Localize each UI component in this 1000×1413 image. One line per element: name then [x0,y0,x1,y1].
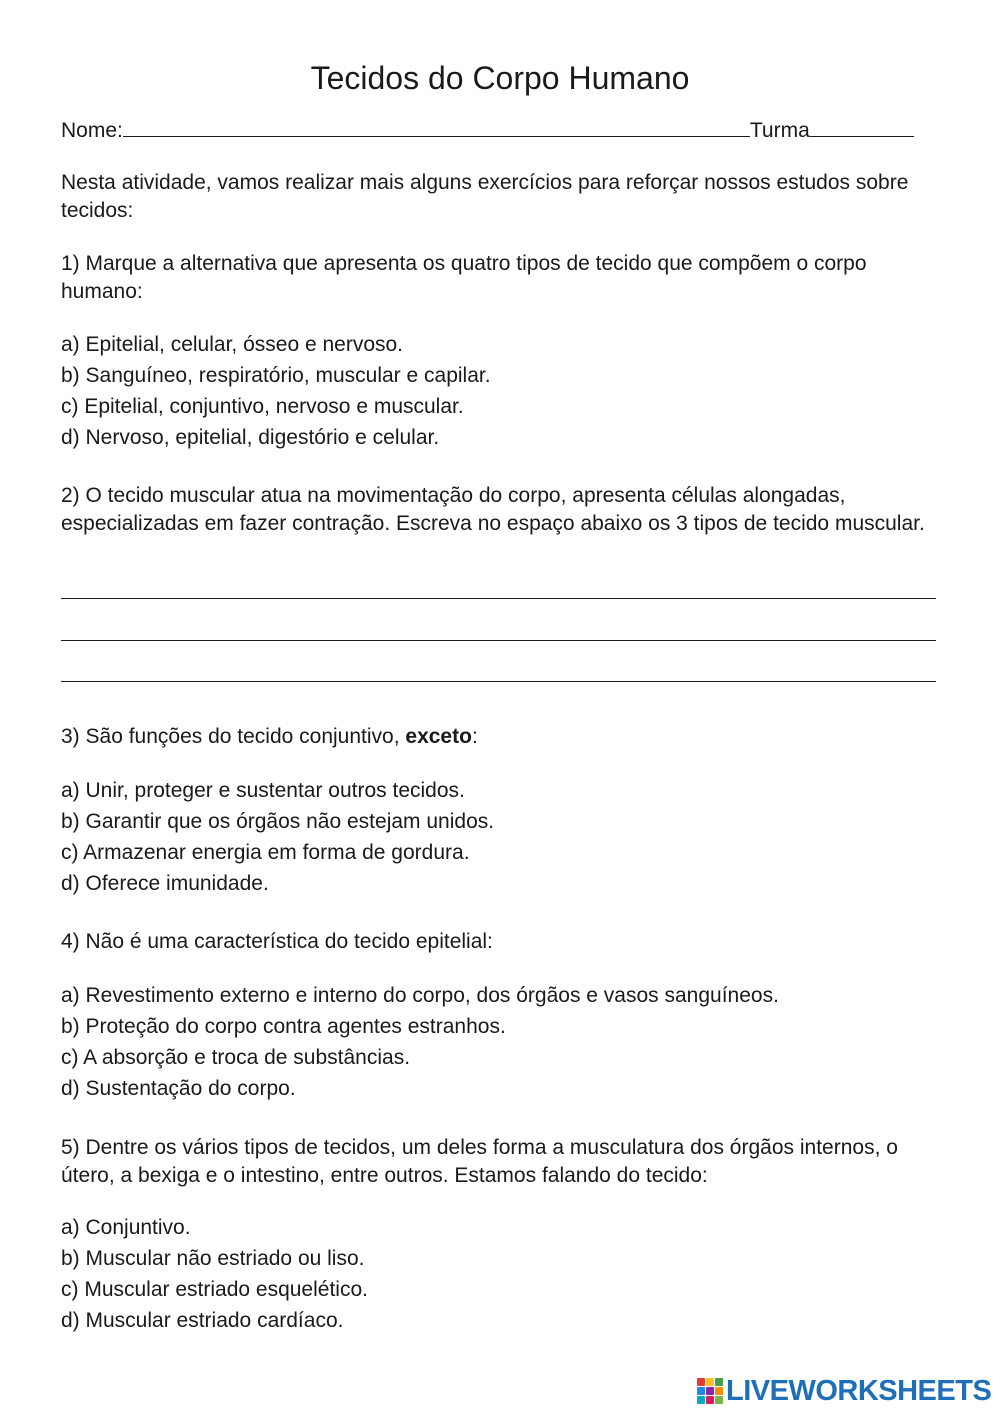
logo-tile [706,1396,714,1404]
answer-line-2[interactable] [61,640,936,641]
question-3-option-b[interactable]: b) Garantir que os órgãos não estejam unidos. [61,810,495,833]
logo-tile [715,1396,723,1404]
question-3-option-d[interactable]: d) Oferece imunidade. [61,872,269,895]
question-4-option-d[interactable]: d) Sustentação do corpo. [61,1077,296,1100]
logo-tile [706,1387,714,1395]
answer-line-3[interactable] [61,681,936,682]
name-field[interactable] [123,114,750,137]
question-3-prompt [61,723,478,751]
question-5-prompt: 5) Dentre os vários tipos de tecidos, um deles forma a musculatura dos órgãos internos, o útero, a bexiga e o intestino, entre outros. Estamos falando do tecido: [61,1136,898,1187]
question-1-option-c[interactable]: c) Epitelial, conjuntivo, nervoso e muscular. [61,395,464,418]
logo-tile [697,1396,705,1404]
liveworksheets-logo [697,1376,991,1406]
question-3-prompt-emphasis: exceto [405,725,472,748]
logo-tile [697,1387,705,1395]
question-4-option-a[interactable]: a) Revestimento externo e interno do corpo, dos órgãos e vasos sanguíneos. [61,984,779,1007]
name-label: Nome: [61,119,123,142]
question-5-option-a[interactable]: a) Conjuntivo. [61,1216,191,1239]
question-3-option-a[interactable]: a) Unir, proteger e sustentar outros tecidos. [61,779,465,802]
question-1-option-a[interactable]: a) Epitelial, celular, ósseo e nervoso. [61,333,404,356]
logo-tile [715,1387,723,1395]
logo-text: LIVEWORKSHEETS [726,1375,992,1407]
question-4-option-b[interactable]: b) Proteção do corpo contra agentes estranhos. [61,1015,506,1038]
question-1-prompt: 1) Marque a alternativa que apresenta os quatro tipos de tecido que compõem o corpo humano: [61,252,867,303]
question-4-option-c[interactable]: c) A absorção e troca de substâncias. [61,1046,411,1069]
question-5-option-c[interactable]: c) Muscular estriado esquelético. [61,1278,368,1301]
question-2-prompt: 2) O tecido muscular atua na movimentação do corpo, apresenta células alongadas, especializadas em fazer contração. Escreva no espaço abaixo os 3 tipos de tecido muscular. [61,484,925,535]
question-1-option-d[interactable]: d) Nervoso, epitelial, digestório e celular. [61,426,440,449]
logo-grid-icon [697,1378,723,1404]
intro-text: Nesta atividade, vamos realizar mais alguns exercícios para reforçar nossos estudos sobre tecidos: [61,171,909,222]
logo-tile [697,1378,705,1386]
question-4-prompt: 4) Não é uma característica do tecido epitelial: [61,930,493,953]
question-5-option-b[interactable]: b) Muscular não estriado ou liso. [61,1247,365,1270]
question-5-option-d[interactable]: d) Muscular estriado cardíaco. [61,1309,344,1332]
class-field[interactable] [810,114,914,137]
question-3-prompt-text: 3) São funções do tecido conjuntivo, [61,725,406,748]
question-1-option-b[interactable]: b) Sanguíneo, respiratório, muscular e capilar. [61,364,491,387]
class-label: Turma [749,119,810,142]
name-row [61,114,914,145]
page-title: Tecidos do Corpo Humano [310,60,690,96]
answer-line-1[interactable] [61,598,936,599]
question-3-option-c[interactable]: c) Armazenar energia em forma de gordura. [61,841,470,864]
logo-tile [715,1378,723,1386]
logo-tile [706,1378,714,1386]
question-3-prompt-end: : [471,725,478,748]
